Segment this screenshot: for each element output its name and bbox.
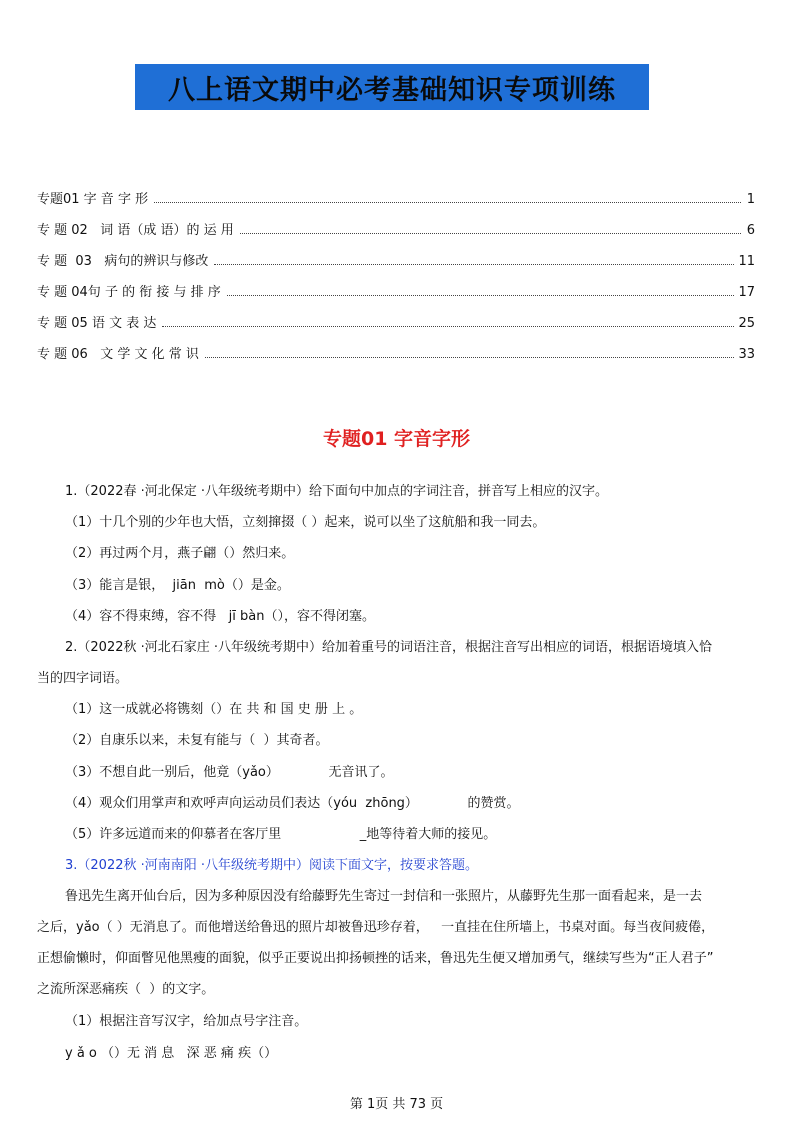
question-2-item-4: （4）观众们用掌声和欢呼声向运动员们表达（yóu zhōng） 的赞赏。 <box>65 796 520 811</box>
toc-entry[interactable] <box>37 207 755 238</box>
toc-entry[interactable] <box>37 300 755 331</box>
toc-entry-page: 33 <box>738 347 755 362</box>
question-2-item-2: （2）自康乐以来，未复有能与（ ）其奇者。 <box>65 733 329 748</box>
question-1-header: 1.（2022春 ·河北保定 ·八年级统考期中）给下面句中加点的字词注音，拼音写上相应的汉字。 <box>65 484 609 499</box>
table-of-contents <box>37 176 755 362</box>
question-2-header-cont: 当的四字词语。 <box>37 671 129 686</box>
toc-entry-label: 专 题 05 语 文 表 达 <box>37 316 157 331</box>
question-2-item-5: （5）许多远道而来的仰慕者在客厅里 _地等待着大师的接见。 <box>65 827 497 842</box>
question-2-item-3: （3）不想自此一别后，他竟（yǎo） 无音讯了。 <box>65 765 394 780</box>
question-2-header: 2.（2022秋 ·河北石家庄 ·八年级统考期中）给加着重号的词语注音，根据注音写出相应的词语，根据语境填入恰 <box>65 640 713 655</box>
toc-entry-label: 专 题 02 词 语（成 语）的 运 用 <box>37 223 234 238</box>
toc-entry-label: 专 题 03 病句的辨识与修改 <box>37 254 209 269</box>
toc-entry[interactable] <box>37 331 755 362</box>
toc-entry-page: 11 <box>738 254 755 269</box>
toc-entry-label: 专 题 04句 子 的 衔 接 与 排 序 <box>37 285 221 300</box>
toc-leader-dots <box>205 357 735 358</box>
toc-entry[interactable] <box>37 176 755 207</box>
question-3-header: 3.（2022秋 ·河南南阳 ·八年级统考期中）阅读下面文字，按要求答题。 <box>65 858 479 873</box>
toc-entry-page: 25 <box>738 316 755 331</box>
page-footer: 第 1页 共 73 页 <box>349 1097 444 1112</box>
toc-leader-dots <box>162 326 734 327</box>
toc-entry-page: 1 <box>746 192 755 207</box>
toc-entry-page: 17 <box>738 285 755 300</box>
question-2-item-1: （1）这一成就必将镌刻（）在 共 和 国 史 册 上 。 <box>65 702 363 717</box>
passage-line: 之后，yǎo（ ）无消息了。而他增送给鲁迅的照片却被鲁迅珍存着， 一直挂在住所墙上，书桌对面。每当夜间疲倦， <box>37 920 715 935</box>
toc-leader-dots <box>227 295 735 296</box>
section-heading: 专题01 字音字形 <box>322 428 471 450</box>
toc-leader-dots <box>240 233 741 234</box>
toc-leader-dots <box>214 264 734 265</box>
question-1-item-4: （4）容不得束缚，容不得 jī bàn（），容不得闭塞。 <box>65 609 375 624</box>
toc-entry-label: 专 题 06 文 学 文 化 常 识 <box>37 347 199 362</box>
toc-leader-dots <box>154 202 741 203</box>
toc-entry-label: 专题01 字 音 字 形 <box>37 192 149 207</box>
passage-line: 之流所深恶痛疾（ ）的文字。 <box>37 982 215 997</box>
toc-entry[interactable] <box>37 269 755 300</box>
toc-entry[interactable] <box>37 238 755 269</box>
question-3-item-1: （1）根据注音写汉字，给加点号字注音。 <box>65 1014 308 1029</box>
document-title: 八上语文期中必考基础知识专项训练 <box>135 64 649 110</box>
passage-line: 鲁迅先生离开仙台后，因为多种原因没有给藤野先生寄过一封信和一张照片，从藤野先生那一面看起来，是一去 <box>65 889 703 904</box>
toc-entry-page: 6 <box>746 223 755 238</box>
question-1-item-2: （2）再过两个月，燕子翩（）然归来。 <box>65 546 295 561</box>
question-1-item-1: （1）十几个别的少年也大悟，立刻撺掇（ ）起来，说可以坐了这航船和我一同去。 <box>65 515 546 530</box>
question-3-item-1-prompt: y ǎ o （）无 消 息 深 恶 痛 疾（） <box>65 1046 278 1061</box>
question-1-item-3: （3）能言是银， jiān mò（）是金。 <box>65 578 290 593</box>
passage-line: 正想偷懒时，仰面瞥见他黑瘦的面貌，似乎正要说出抑扬顿挫的话来，鲁迅先生便又增加勇气，继续写些为“正人君子” <box>37 951 714 966</box>
